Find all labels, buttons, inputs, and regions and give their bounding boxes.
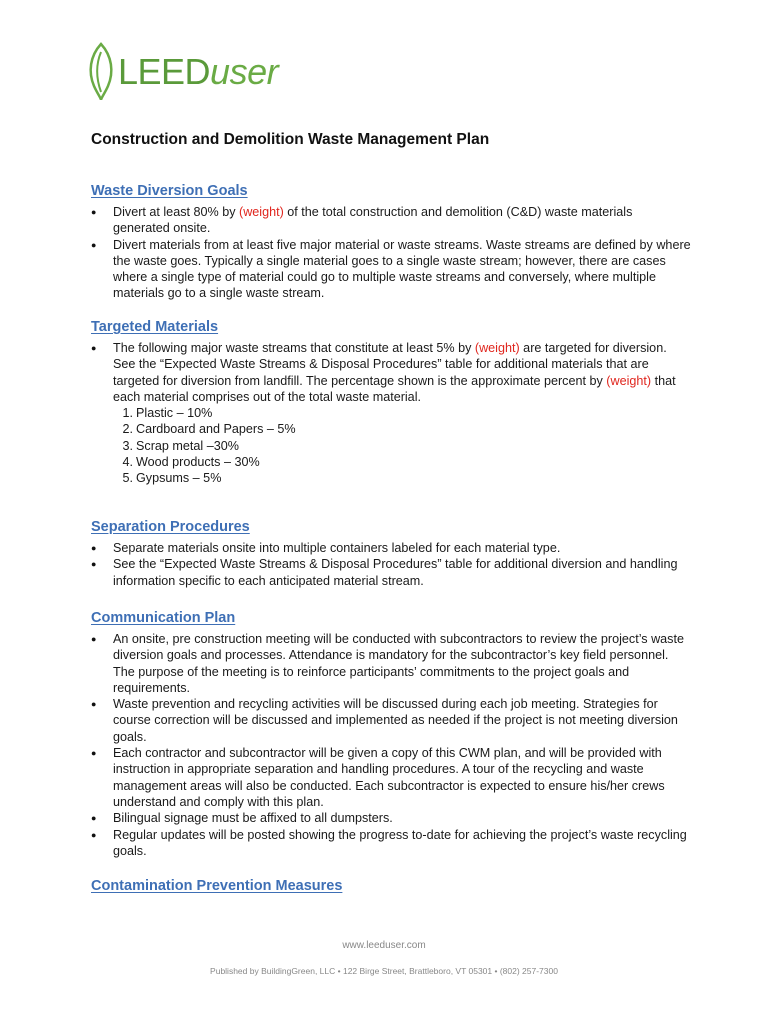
numbered-item: 3. Scrap metal –30% [122, 438, 239, 453]
footer-publisher: Published by BuildingGreen, LLC • 122 Birge Street, Brattleboro, VT 05301 • (802) 257-7300 [210, 966, 558, 976]
section-heading: Communication Plan [91, 610, 236, 626]
numbered-item: 1. Plastic – 10% [122, 406, 213, 421]
numbered-item: 4. Wood products – 30% [122, 455, 260, 470]
list-item: ● Bilingual signage must be affixed to all dumpsters. [91, 810, 691, 826]
numbered-item: 2. Cardboard and Papers – 5% [122, 422, 296, 437]
section-heading: Targeted Materials [91, 319, 219, 335]
list-item: ● Divert materials from at least five major material or waste streams. Waste streams are defined by where the waste goes. Typically a single material goes to a single waste stream; however, there are cases where a single type of material could go to multiple waste streams and conversely, where multiple materials go to a single waste stream. [91, 237, 691, 302]
logo-wordmark: LEEDuser [118, 51, 279, 92]
section-waste-diversion [91, 183, 691, 302]
list-item: ● Regular updates will be posted showing the progress to-date for achieving the project’s waste recycling goals. [91, 827, 691, 860]
list-item: ● See the “Expected Waste Streams & Disposal Procedures” table for additional diversion and handling information specific to each anticipated material stream. [91, 556, 691, 589]
section-separation-procedures [91, 519, 691, 589]
footer-url: www.leeduser.com [342, 940, 426, 951]
list-item: ● Divert at least 80% by (weight) of the total construction and demolition (C&D) waste materials generated onsite. [91, 204, 691, 237]
section-heading: Contamination Prevention Measures [91, 878, 343, 894]
section-heading: Waste Diversion Goals [91, 183, 248, 199]
list-item: ● Each contractor and subcontractor will be given a copy of this CWM plan, and will be provided with instruction in appropriate separation and handling procedures. A tour of the recycling and waste management areas will also be conducted. Each subcontractor is expected to ensure his/her crews understand and comply with this plan. [91, 745, 691, 810]
section-communication-plan [91, 610, 691, 859]
list-item: ● An onsite, pre construction meeting will be conducted with subcontractors to review the project’s waste diversion goals and processes. Attendance is mandatory for the subcontractor’s key field personnel. The purpose of the meeting is to reinforce participants’ commitments to the project goals and requirements. [91, 631, 691, 696]
list-item: ● Waste prevention and recycling activities will be discussed during each job meeting. Strategies for course correction will be discussed and implemented as needed if the project is not meeting diversion goals. [91, 696, 691, 745]
leaf-icon [88, 42, 114, 102]
section-targeted-materials [91, 319, 691, 487]
list-item: ● Separate materials onsite into multiple containers labeled for each material type. [91, 540, 691, 556]
list-item: ● The following major waste streams that constitute at least 5% by (weight) are targeted for diversion. See the “Expected Waste Streams & Disposal Procedures” table for additional materials that are targeted for diversion from landfill. The percentage shown is the approximate percent by (weight) that each material comprises out of the total waste material. [91, 340, 691, 405]
section-heading: Separation Procedures [91, 519, 250, 535]
leeduser-logo [88, 42, 278, 102]
section-contamination-prevention [91, 878, 691, 899]
document-title: Construction and Demolition Waste Management Plan [91, 131, 490, 148]
numbered-item: 5. Gypsums – 5% [122, 471, 222, 486]
